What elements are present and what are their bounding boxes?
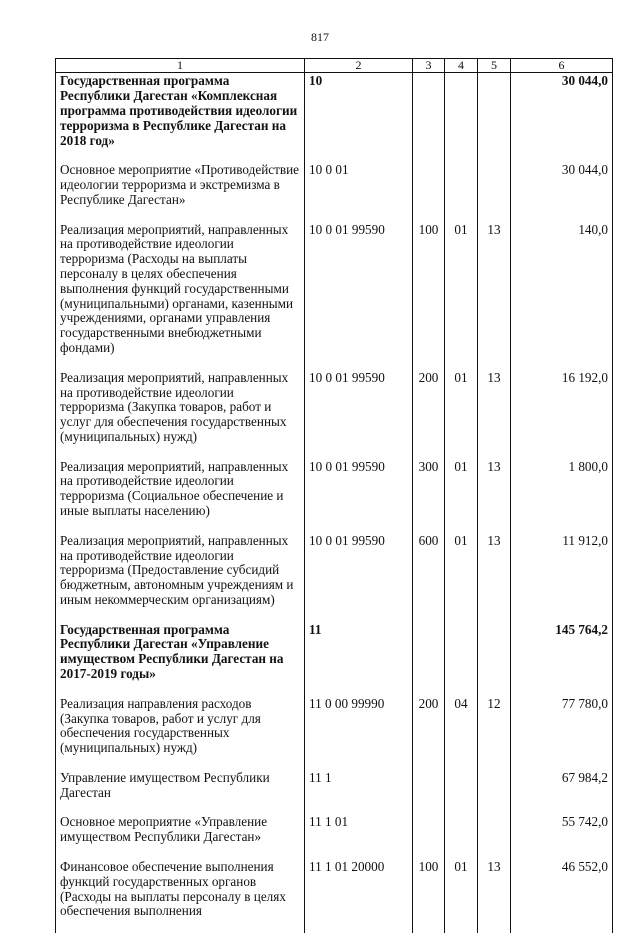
row-section: 01 bbox=[445, 533, 478, 622]
program-row bbox=[56, 73, 613, 162]
column-header: 6 bbox=[511, 59, 613, 73]
row-code: 10 0 01 99590 bbox=[305, 533, 413, 622]
row-name: Финансовое обеспечение выполнения функций государственных органов (Расходы на выплаты персоналу в целях обеспечения выполнения bbox=[56, 859, 305, 933]
row-amount: 30 044,0 bbox=[511, 162, 613, 221]
row-section: 01 bbox=[445, 459, 478, 533]
row-code: 11 1 bbox=[305, 770, 413, 815]
row-code: 11 bbox=[305, 622, 413, 696]
page-number: 817 bbox=[311, 30, 329, 44]
row-amount: 30 044,0 bbox=[511, 73, 613, 162]
column-header: 1 bbox=[56, 59, 305, 73]
row-subsection bbox=[478, 814, 511, 859]
row-expense-type: 100 bbox=[413, 222, 445, 370]
row-amount: 140,0 bbox=[511, 222, 613, 370]
row-expense-type bbox=[413, 814, 445, 859]
column-header: 5 bbox=[478, 59, 511, 73]
row-name: Реализация направления расходов (Закупка товаров, работ и услуг для обеспечения государственных (муниципальных) нужд) bbox=[56, 696, 305, 770]
table-row bbox=[56, 162, 613, 221]
column-header: 2 bbox=[305, 59, 413, 73]
row-amount: 11 912,0 bbox=[511, 533, 613, 622]
row-name: Управление имуществом Республики Дагестан bbox=[56, 770, 305, 815]
row-code: 10 0 01 99590 bbox=[305, 459, 413, 533]
row-subsection: 13 bbox=[478, 459, 511, 533]
row-amount: 67 984,2 bbox=[511, 770, 613, 815]
row-expense-type bbox=[413, 73, 445, 162]
budget-table bbox=[55, 58, 613, 933]
row-subsection: 13 bbox=[478, 533, 511, 622]
row-expense-type: 200 bbox=[413, 696, 445, 770]
table-row bbox=[56, 696, 613, 770]
row-section: 01 bbox=[445, 222, 478, 370]
table-row bbox=[56, 533, 613, 622]
row-subsection: 13 bbox=[478, 370, 511, 459]
row-code: 11 0 00 99990 bbox=[305, 696, 413, 770]
row-code: 11 1 01 bbox=[305, 814, 413, 859]
row-section bbox=[445, 73, 478, 162]
row-subsection bbox=[478, 770, 511, 815]
row-amount: 55 742,0 bbox=[511, 814, 613, 859]
row-section bbox=[445, 622, 478, 696]
table-row bbox=[56, 222, 613, 370]
row-code: 10 0 01 bbox=[305, 162, 413, 221]
row-code: 10 bbox=[305, 73, 413, 162]
row-section: 01 bbox=[445, 370, 478, 459]
row-amount: 77 780,0 bbox=[511, 696, 613, 770]
row-name: Реализация мероприятий, направленных на противодействие идеологии терроризма (Социальное обеспечение и иные выплаты населению) bbox=[56, 459, 305, 533]
row-amount: 16 192,0 bbox=[511, 370, 613, 459]
row-section: 01 bbox=[445, 859, 478, 933]
row-expense-type: 100 bbox=[413, 859, 445, 933]
row-subsection bbox=[478, 622, 511, 696]
column-header: 4 bbox=[445, 59, 478, 73]
row-amount: 46 552,0 bbox=[511, 859, 613, 933]
row-section bbox=[445, 162, 478, 221]
row-section bbox=[445, 770, 478, 815]
row-name: Реализация мероприятий, направленных на противодействие идеологии терроризма (Закупка товаров, работ и услуг для обеспечения государственных (муниципальных) нужд) bbox=[56, 370, 305, 459]
row-code: 10 0 01 99590 bbox=[305, 370, 413, 459]
row-name: Реализация мероприятий, направленных на противодействие идеологии терроризма (Расходы на выплаты персоналу в целях обеспечения выполнения функций государственными (муниципальными) органами, казенными учреждениями, органами управления государственными внебюджетными фондами) bbox=[56, 222, 305, 370]
column-header-row bbox=[56, 59, 613, 73]
row-name: Основное мероприятие «Противодействие идеологии терроризма и экстремизма в Республике Дагестан» bbox=[56, 162, 305, 221]
row-name: Государственная программа Республики Дагестан «Управление имуществом Республики Дагестан на 2017-2019 годы» bbox=[56, 622, 305, 696]
table-row bbox=[56, 459, 613, 533]
column-header: 3 bbox=[413, 59, 445, 73]
table-row bbox=[56, 859, 613, 933]
row-section: 04 bbox=[445, 696, 478, 770]
row-code: 11 1 01 20000 bbox=[305, 859, 413, 933]
row-subsection: 13 bbox=[478, 859, 511, 933]
row-expense-type bbox=[413, 162, 445, 221]
row-code: 10 0 01 99590 bbox=[305, 222, 413, 370]
row-expense-type: 600 bbox=[413, 533, 445, 622]
row-amount: 145 764,2 bbox=[511, 622, 613, 696]
row-subsection: 13 bbox=[478, 222, 511, 370]
row-name: Реализация мероприятий, направленных на противодействие идеологии терроризма (Предоставление субсидий бюджетным, автономным учреждениям и иным некоммерческим организациям) bbox=[56, 533, 305, 622]
table-row bbox=[56, 814, 613, 859]
row-expense-type: 200 bbox=[413, 370, 445, 459]
row-subsection: 12 bbox=[478, 696, 511, 770]
row-name: Государственная программа Республики Дагестан «Комплексная программа противодействия идеологии терроризма в Республике Дагестан на 2018 год» bbox=[56, 73, 305, 162]
row-section bbox=[445, 814, 478, 859]
table-row bbox=[56, 770, 613, 815]
row-amount: 1 800,0 bbox=[511, 459, 613, 533]
row-expense-type: 300 bbox=[413, 459, 445, 533]
table-row bbox=[56, 370, 613, 459]
row-expense-type bbox=[413, 770, 445, 815]
row-expense-type bbox=[413, 622, 445, 696]
row-subsection bbox=[478, 73, 511, 162]
program-row bbox=[56, 622, 613, 696]
row-name: Основное мероприятие «Управление имуществом Республики Дагестан» bbox=[56, 814, 305, 859]
row-subsection bbox=[478, 162, 511, 221]
